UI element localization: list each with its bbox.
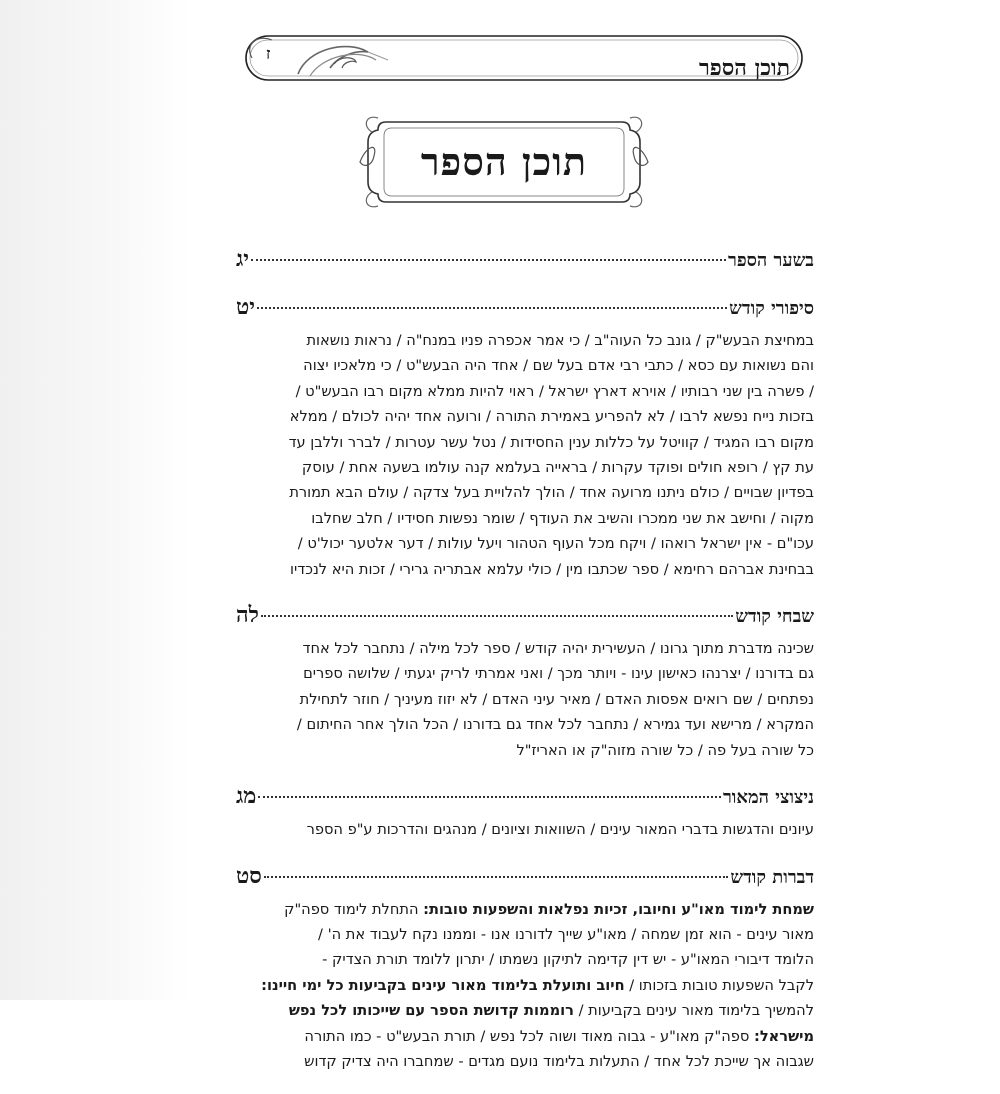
body-text: מקוה / וחישב את שני ממכרו והשיב את העודף / שומר נפשות חסידיו / חלב שחלבו <box>311 509 814 527</box>
title-frame <box>358 112 650 212</box>
bold-phrase: שמחת לימוד מאו"ע וחיובו, זכיות נפלאות והשפעות טובות: <box>423 900 814 918</box>
toc-entry-title: שבחי קודש <box>735 606 814 628</box>
body-text: / פשרה בין שני רבותיו / אוירא דארץ ישראל / ראוי להיות ממלא מקום רבו הבעש"ט / <box>295 382 814 400</box>
toc-entry-holy-stories <box>232 294 814 582</box>
toc-entry-body <box>232 897 814 1075</box>
toc-body-line <box>232 687 814 712</box>
body-text: גם בדורנו / יצרנהו כאישון עינו - ויותר מכך / ואני אמרתי לריק יגעתי / שלושה ספרים <box>303 665 814 683</box>
toc-entry-body <box>232 636 814 763</box>
toc-entry-head <box>232 863 814 891</box>
body-text: בפדיון שבויים / כולם ניתנו מרועה אחד / הולך להלויית בעל צדקה / עולם הבא תמורת <box>289 484 814 502</box>
toc-entry-head <box>232 783 814 811</box>
toc-entry-page: יג <box>236 246 250 272</box>
toc-entry-book-gate <box>232 246 814 274</box>
toc-body-line <box>232 897 814 922</box>
toc-body-line <box>232 328 814 353</box>
toc-entry-head <box>232 602 814 630</box>
toc-body-line <box>232 636 814 661</box>
toc-body-line <box>232 922 814 947</box>
leader-dots <box>261 615 733 617</box>
body-text: והם נשואות עם כסא / כתבי רבי אדם בעל שם / אחד היה הבעש"ט / כי מלאכיו יצוה <box>303 357 814 375</box>
toc-body-line <box>232 973 814 998</box>
toc-entry-body <box>232 817 814 842</box>
body-text: שכינה מדברת מתוך גרונו / העשירית יהיה קודש / ספר לכל מילה / נתחבר לכל אחד <box>302 640 814 658</box>
toc-entry-title: בשער הספר <box>728 250 814 271</box>
body-text: כל שורה בעל פה / כל שורה מזוה"ק או האריז"ל <box>516 741 814 759</box>
running-header <box>238 30 808 90</box>
toc-entry-head <box>232 294 814 322</box>
toc-body-line <box>232 817 814 842</box>
toc-body-line <box>232 404 814 429</box>
leader-dots <box>251 259 726 261</box>
toc-entry-page: מג <box>236 783 257 810</box>
toc-entry-page: לה <box>236 602 259 629</box>
body-text: עת קץ / רופא חולים ופוקד עקרות / בראייה בעלמא קנה עולמו בשעה אחת / עוסק <box>301 459 814 477</box>
body-text: במחיצת הבעש"ק / גונב כל העוה"ב / כי אמר אכפרה פניו במנח"ה / נראות נושאות <box>306 332 814 349</box>
toc-body-line <box>232 947 814 972</box>
page-title: תוכן הספר <box>420 139 588 184</box>
body-text: הלומד דיבורי המאו"ע - יש דין קדימה לתיקון נשמתו / יתרון ללומד תורת הצדיק - <box>322 951 814 969</box>
toc-entry-title: סיפורי קודש <box>729 298 814 319</box>
toc-body-line <box>232 480 814 505</box>
toc-body-line <box>232 353 814 378</box>
table-of-contents <box>232 246 814 1094</box>
toc-entry-head <box>232 246 814 274</box>
toc-entry-title: ניצוצי המאור <box>722 787 814 809</box>
body-text: התחלת לימוד ספה"ק <box>284 900 424 918</box>
toc-entry-holy-words <box>232 863 814 1075</box>
toc-body-line <box>232 661 814 686</box>
toc-entry-title: דברות קודש <box>730 866 814 888</box>
body-text: מאור עינים - הוא זמן שמחה / מאו"ע שייך לדורנו אנו - וממנו נקח לעבוד את ה' / <box>318 925 814 943</box>
page-gutter-shadow <box>0 0 190 1000</box>
toc-entry-sparks <box>232 783 814 842</box>
bold-phrase: מישראל: <box>754 1027 814 1045</box>
toc-entry-body <box>232 328 814 582</box>
leader-dots <box>258 796 721 798</box>
body-text: בבחינת אברהם רחימא / ספר שכתבו מין / כולי עלמא אבתריה גרירי / זכות היא לנכדיו <box>290 560 814 578</box>
body-text: שגבוה אך שייכת לכל אחד / התעלות בלימוד נועם מגדים - שמחברו היה צדיק קדוש <box>304 1052 814 1070</box>
body-text: לקבל השפעות טובות בזכותו / <box>624 976 814 994</box>
toc-body-line <box>232 1049 814 1074</box>
leader-dots <box>257 307 727 309</box>
toc-body-line <box>232 557 814 582</box>
toc-body-line <box>232 712 814 737</box>
header-page-number: ז <box>266 44 271 63</box>
leader-dots <box>264 876 729 878</box>
toc-body-line <box>232 998 814 1023</box>
toc-entry-page: סט <box>236 862 262 889</box>
body-text: בזכות נייח נפשא לרבו / לא להפריע באמירת התורה / ורועה אחד יהיה לכולם / ממלא <box>289 408 814 426</box>
body-text: עיונים והדגשות בדברי המאור עינים / השוואות וציונים / מנהגים והדרכות ע"פ הספר <box>306 821 814 839</box>
toc-body-line <box>232 506 814 531</box>
toc-entry-page: יט <box>236 294 256 320</box>
body-text: ספה"ק מאו"ע - גבוה מאוד ושוה לכל נפש / תורת הבעש"ט - כמו התורה <box>304 1027 754 1045</box>
body-text: מקום רבו המגיד / קוויטל על כללות ענין החסידות / נטל עשר עטרות / לברר וללבן עד <box>288 433 814 451</box>
toc-body-line <box>232 455 814 480</box>
toc-body-line <box>232 1024 814 1049</box>
body-text: עכו"ם - אין ישראל רואהו / ויקח מכל העוף הטהור ויעל עולות / דער אלטער יכול'ט / <box>297 535 814 553</box>
toc-body-line <box>232 531 814 556</box>
body-text: המקרא / מרישא ועד גמירא / נתחבר לכל אחד גם בדורנו / הכל הולך אחר החיתום / <box>296 716 814 734</box>
header-title: תוכן הספר <box>698 55 790 81</box>
bold-phrase: חיוב ותועלת בלימוד מאור עינים בקביעות כל ימי חיינו: <box>261 976 625 994</box>
toc-body-line <box>232 379 814 404</box>
toc-entry-holy-praises <box>232 602 814 763</box>
toc-body-line <box>232 738 814 763</box>
body-text: נפתחים / שם רואים אפסות האדם / מאיר עיני האדם / לא יזוז מעיניך / חוזר לתחילת <box>299 690 814 708</box>
body-text: להמשיך בלימוד מאור עינים בקביעות / <box>573 1002 814 1020</box>
bold-phrase: רוממות קדושת הספר עם שייכותו לכל נפש <box>288 1002 574 1020</box>
toc-body-line <box>232 430 814 455</box>
